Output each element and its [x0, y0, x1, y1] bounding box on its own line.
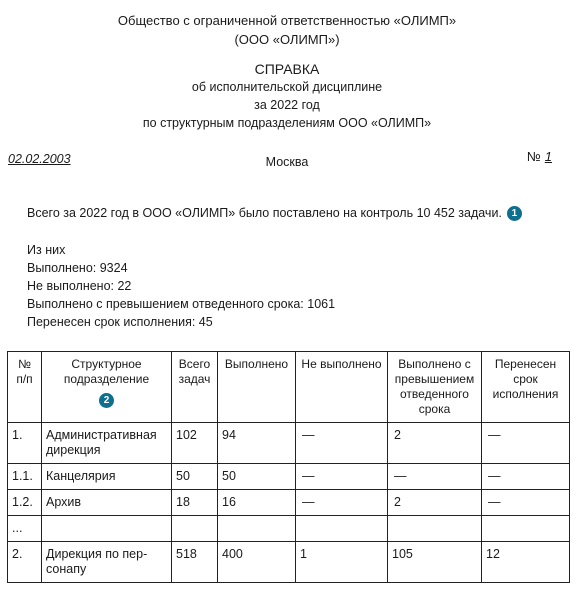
stats-intro: Из них — [27, 243, 66, 257]
doc-number-label: № — [526, 149, 541, 164]
cell-total: 18 — [172, 490, 218, 516]
doc-date: 02.02.2003 — [8, 152, 71, 166]
cell-postponed: — — [482, 423, 570, 464]
org-header — [0, 11, 574, 49]
stats-not-done: Не выполнено: 22 — [27, 279, 132, 293]
callout-badge-1: 1 — [507, 206, 522, 221]
cell-not-done: — — [296, 423, 388, 464]
callout-badge-2: 2 — [99, 393, 114, 408]
summary-text: Всего за 2022 год в ООО «ОЛИМП» было поставлено на контроль 10 452 задачи. — [27, 206, 502, 220]
stats-postponed: Перенесен срок исполнения: 45 — [27, 315, 213, 329]
table-row — [8, 464, 570, 490]
cell-num: 1.1. — [8, 464, 42, 490]
doc-subtitle-2: за 2022 год — [254, 98, 320, 112]
cell-total: 102 — [172, 423, 218, 464]
doc-subtitle-3: по структурным подразделениям ООО «ОЛИМП» — [142, 116, 432, 130]
table-row — [8, 490, 570, 516]
header-unit — [42, 352, 172, 423]
cell-total: 50 — [172, 464, 218, 490]
doc-city: Москва — [265, 155, 309, 169]
table-header-row — [8, 352, 570, 423]
cell-done: 94 — [218, 423, 296, 464]
table-row — [8, 542, 570, 583]
summary-line — [27, 206, 522, 221]
doc-type: СПРАВКА — [254, 61, 320, 77]
header-unit-label: Структурное подразделение — [63, 357, 150, 386]
cell-not-done: — — [296, 464, 388, 490]
cell-postponed: — — [482, 490, 570, 516]
header-not-done: Не выполнено — [296, 352, 388, 423]
cell-not-done: 1 — [296, 542, 388, 583]
header-overdue: Выполнено с превышением отведенного срока — [388, 352, 482, 423]
cell-not-done: — — [296, 490, 388, 516]
cell-overdue: 105 — [388, 542, 482, 583]
cell-num: 1. — [8, 423, 42, 464]
org-short-name: (ООО «ОЛИМП») — [234, 32, 340, 47]
cell-overdue: 2 — [388, 423, 482, 464]
doc-number-value: 1 — [544, 149, 552, 164]
discipline-table — [7, 351, 570, 583]
doc-subtitle-1: об исполнительской дисциплине — [191, 80, 383, 94]
cell-overdue: — — [388, 464, 482, 490]
cell-total: 518 — [172, 542, 218, 583]
cell-unit: Архив — [42, 490, 172, 516]
cell-unit — [42, 516, 172, 542]
cell-total — [172, 516, 218, 542]
cell-unit: Канцелярия — [42, 464, 172, 490]
cell-done: 400 — [218, 542, 296, 583]
cell-unit: Дирекция по пер-сонапу — [42, 542, 172, 583]
doc-number — [527, 149, 552, 164]
cell-postponed — [482, 516, 570, 542]
cell-overdue: 2 — [388, 490, 482, 516]
cell-overdue — [388, 516, 482, 542]
cell-done — [218, 516, 296, 542]
cell-num: 2. — [8, 542, 42, 583]
stats-block — [27, 241, 335, 331]
document-title — [0, 60, 574, 132]
cell-postponed: — — [482, 464, 570, 490]
header-done: Выполнено — [218, 352, 296, 423]
stats-done: Выполнено: 9324 — [27, 261, 128, 275]
cell-num: ... — [8, 516, 42, 542]
header-num: № п/п — [8, 352, 42, 423]
table-row — [8, 516, 570, 542]
header-total: Всего задач — [172, 352, 218, 423]
cell-num: 1.2. — [8, 490, 42, 516]
cell-not-done — [296, 516, 388, 542]
header-postponed: Перенесен срок исполнения — [482, 352, 570, 423]
cell-postponed: 12 — [482, 542, 570, 583]
org-name: Общество с ограниченной ответственностью «ОЛИМП» — [117, 13, 457, 28]
cell-done: 50 — [218, 464, 296, 490]
table-row — [8, 423, 570, 464]
stats-overdue: Выполнено с превышением отведенного срока: 1061 — [27, 297, 336, 311]
cell-unit: Административная дирекция — [42, 423, 172, 464]
cell-done: 16 — [218, 490, 296, 516]
